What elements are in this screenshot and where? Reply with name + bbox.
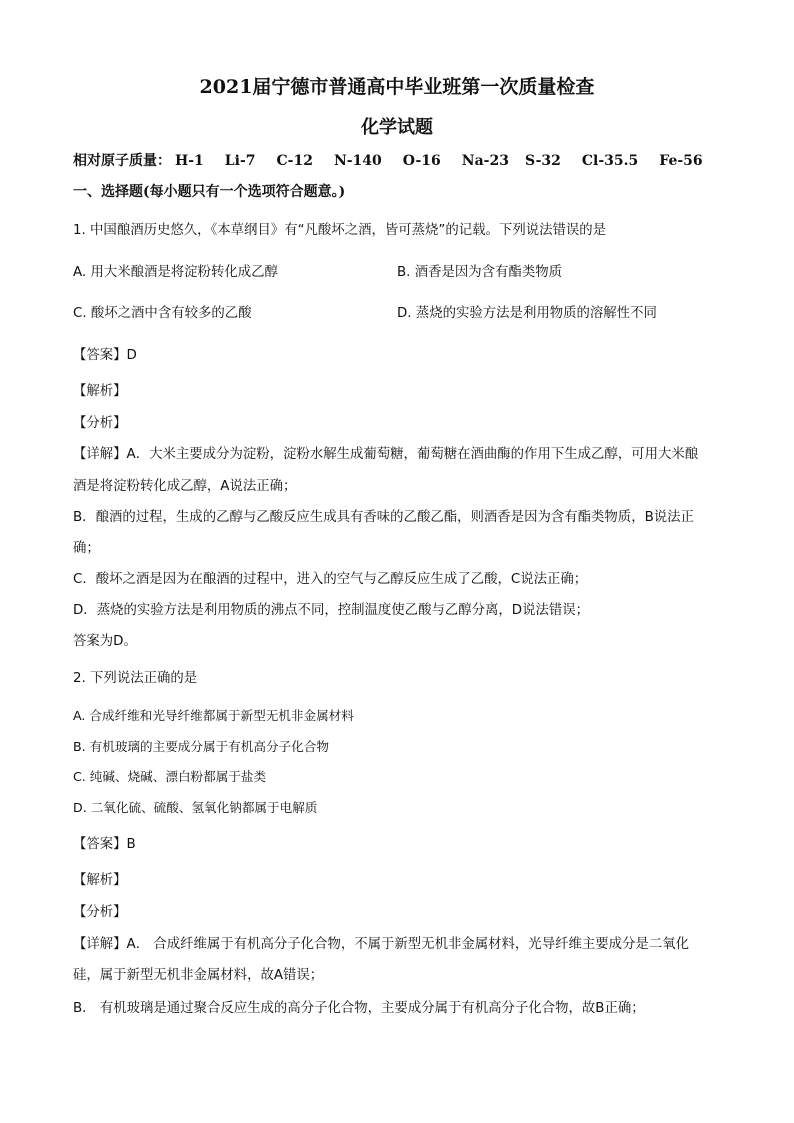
mass-item: S-32 bbox=[524, 153, 561, 169]
q2-analysis-label: 【解析】 bbox=[73, 873, 127, 888]
q2-stem: 2. 下列说法正确的是 bbox=[73, 671, 198, 686]
mass-item: C-12 bbox=[276, 153, 313, 169]
page-subtitle: 化学试题 bbox=[361, 117, 433, 138]
q1-detail-line: C．酸坏之酒是因为在酿酒的过程中，进入的空气与乙醇反应生成了乙酸，C说法正确； bbox=[73, 572, 588, 587]
mass-item: O-16 bbox=[402, 153, 441, 169]
mass-item: Na-23 bbox=[461, 153, 509, 169]
q1-detail-line: 【详解】A．大米主要成分为淀粉，淀粉水解生成葡萄糖，葡萄糖在酒曲酶的作用下生成乙醇，可用大米酿 bbox=[73, 447, 699, 462]
q1-option-b: B. 酒香是因为含有酯类物质 bbox=[397, 265, 562, 280]
q2-answer: 【答案】B bbox=[73, 837, 136, 852]
mass-item: Cl-35.5 bbox=[581, 153, 639, 169]
q1-option-a: A. 用大米酿酒是将淀粉转化成乙醇 bbox=[73, 265, 278, 280]
q1-detail-line: B．酿酒的过程，生成的乙醇与乙酸反应生成具有香味的乙酸乙酯，则酒香是因为含有酯类物质，B说法正 bbox=[73, 510, 694, 525]
q1-detail-line: D．蒸烧的实验方法是利用物质的沸点不同，控制温度使乙酸与乙醇分离，D说法错误； bbox=[73, 603, 590, 618]
q1-analysis-label: 【解析】 bbox=[73, 384, 127, 399]
atomic-masses-label: 相对原子质量： bbox=[73, 153, 171, 169]
q2-option-a: A. 合成纤维和光导纤维都属于新型无机非金属材料 bbox=[73, 708, 354, 723]
mass-item: Fe-56 bbox=[659, 153, 703, 169]
q1-detail-line: 酒是将淀粉转化成乙醇，A说法正确； bbox=[73, 479, 297, 494]
mass-item: H-1 bbox=[175, 153, 204, 169]
section-heading: 一、选择题(每小题只有一个选项符合题意。) bbox=[73, 184, 346, 200]
q1-answer: 【答案】D bbox=[73, 348, 137, 363]
page-title: 2021届宁德市普通高中毕业班第一次质量检查 bbox=[199, 76, 595, 98]
q2-option-c: C. 纯碱、烧碱、漂白粉都属于盐类 bbox=[73, 769, 267, 784]
q2-option-d: D. 二氧化硫、硫酸、氢氧化钠都属于电解质 bbox=[73, 800, 318, 815]
q1-option-c: C. 酸坏之酒中含有较多的乙酸 bbox=[73, 306, 252, 321]
q1-detail-line: 确； bbox=[73, 541, 100, 556]
q2-detail-line: 硅，属于新型无机非金属材料，故A错误； bbox=[73, 968, 324, 983]
q1-conclusion: 答案为D。 bbox=[73, 634, 137, 649]
q1-stem: 1. 中国酿酒历史悠久，《本草纲目》有“凡酸坏之酒，皆可蒸烧”的记载。下列说法错误的是 bbox=[73, 223, 607, 238]
q2-fenxi-label: 【分析】 bbox=[73, 905, 127, 920]
mass-item: N-140 bbox=[333, 153, 382, 169]
mass-item: Li-7 bbox=[224, 153, 256, 169]
q2-option-b: B. 有机玻璃的主要成分属于有机高分子化合物 bbox=[73, 739, 329, 754]
q2-detail-line: B． 有机玻璃是通过聚合反应生成的高分子化合物，主要成分属于有机高分子化合物，故B正确； bbox=[73, 1001, 645, 1016]
q2-detail-line: 【详解】A． 合成纤维属于有机高分子化合物，不属于新型无机非金属材料，光导纤维主要成分是二氧化 bbox=[73, 937, 689, 952]
q1-option-d: D. 蒸烧的实验方法是利用物质的溶解性不同 bbox=[397, 306, 657, 321]
q1-fenxi-label: 【分析】 bbox=[73, 416, 127, 431]
atomic-masses bbox=[73, 150, 724, 170]
